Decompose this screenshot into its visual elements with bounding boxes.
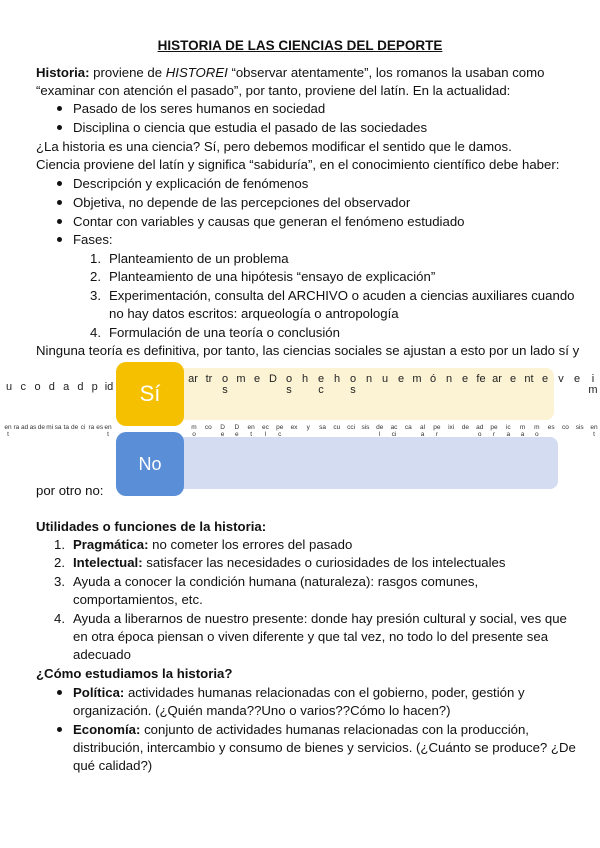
diagram-fragment: os: [221, 373, 229, 396]
diagram-fragment: ra: [88, 424, 95, 431]
diagram-fragment: ta: [63, 424, 70, 431]
diagram-fragment: p: [91, 381, 98, 393]
utilidad-number: 1.: [54, 537, 65, 552]
diagram-fragment: del: [376, 424, 384, 438]
fase-text: Formulación de una teoría o conclusión: [109, 325, 340, 340]
diagram-fragment: ixi: [448, 424, 455, 431]
diagram-fragment: e: [461, 373, 469, 385]
economia-line-3: qué calidad?): [73, 758, 153, 773]
utilidad-text: no cometer los errores del pasado: [148, 537, 353, 552]
utilidad-number: 2.: [54, 555, 65, 570]
utilidad-1: [73, 536, 352, 553]
diagram-fragment: mo: [191, 424, 197, 438]
bullet-dot: [57, 727, 62, 732]
politica-line-2: organización. (¿Quién manda??Uno o varios??Cómo lo hacen?): [73, 703, 451, 718]
utilidad-3-cont: comportamientos, etc.: [73, 592, 203, 607]
diagram-fragment: ecl: [261, 424, 269, 438]
diagram-fragment: os: [349, 373, 357, 396]
diagram-fragment: per: [490, 424, 498, 438]
utilidad-number: 4.: [54, 611, 65, 626]
diagram-fragment: sis: [361, 424, 370, 431]
diagram-fragment: e: [541, 373, 549, 385]
ciencia-bullet-1: Descripción y explicación de fenómenos: [73, 176, 309, 191]
ciencia-bullet-2: Objetiva, no depende de las percepciones del observador: [73, 195, 411, 210]
intro-term: Historia:: [36, 65, 90, 80]
fase-number: 3.: [90, 288, 101, 303]
diagram-fragment: per: [433, 424, 441, 438]
fase-text: Planteamiento de un problema: [109, 251, 289, 266]
diagram-fragment: es: [547, 424, 555, 431]
diagram-fragment: ado: [476, 424, 484, 438]
utilidad-number: 3.: [54, 574, 65, 589]
economia-term: Economía:: [73, 722, 141, 737]
diagram-fragment: os: [285, 373, 293, 396]
diagram-fragment: n: [445, 373, 453, 385]
diagram-fragment: co: [561, 424, 569, 431]
diagram-fragment: ent: [4, 424, 12, 438]
diagram-fragment: d: [48, 381, 55, 393]
utilidad-term: Intelectual:: [73, 555, 143, 570]
actual-bullet-2: Disciplina o ciencia que estudia el pasado de las sociedades: [73, 120, 428, 135]
no-bar: [170, 437, 558, 489]
diagram-fragment: cu: [333, 424, 341, 431]
diagram-fragment: de: [37, 424, 45, 431]
diagram-fragment: pec: [276, 424, 284, 438]
fase-number: 4.: [90, 325, 101, 340]
fase-text: Planteamiento de una hipótesis “ensayo de explicación”: [109, 269, 436, 284]
diagram-fragment: sa: [54, 424, 62, 431]
por-otro-line: por otro no:: [36, 483, 104, 498]
diagram-fragment: sa: [319, 424, 326, 431]
diagram-fragment: d: [77, 381, 84, 393]
diagram-fragment: ca: [404, 424, 412, 431]
bullet-dot: [57, 219, 62, 224]
diagram-fragment: h: [301, 373, 309, 385]
diagram-fragment: ra: [13, 424, 20, 431]
politica-text: actividades humanas relacionadas con el gobierno, poder, gestión y: [124, 685, 525, 700]
diagram-fragment: De: [234, 424, 240, 438]
intro-line-2: “examinar con atención el pasado”, por tanto, proviene del latín. En la actualidad:: [36, 83, 511, 98]
diagram-fragment: ec: [317, 373, 325, 396]
fase-number: 1.: [90, 251, 101, 266]
diagram-fragment: ica: [505, 424, 511, 438]
fase-number: 2.: [90, 269, 101, 284]
utilidad-text: satisfacer las necesidades o curiosidades de los intelectuales: [142, 555, 506, 570]
bullet-dot: [57, 200, 62, 205]
fase-text: Experimentación, consulta del ARCHIVO o acuden a ciencias auxiliares cuando: [109, 288, 575, 303]
diagram-fragment: m: [236, 373, 246, 385]
diagram-fragment: ar: [492, 373, 502, 385]
diagram-fragment: as: [29, 424, 37, 431]
diagram-fragment: u: [5, 381, 13, 393]
no-box: No: [116, 432, 184, 496]
utilidad-2: [73, 554, 506, 571]
diagram-fragment: e: [509, 373, 517, 385]
como-heading: ¿Cómo estudiamos la historia?: [36, 666, 233, 681]
intro-line-1: [36, 64, 544, 81]
economia-text: conjunto de actividades humanas relacionadas con la producción,: [140, 722, 529, 737]
diagram-fragment: v: [558, 373, 564, 385]
diagram-fragment: e: [253, 373, 261, 385]
diagram-fragment: m: [412, 373, 422, 385]
utilidad-4-cont: en otra época piensan o viven diferente y que tal vez, no todo lo del presente sea: [73, 629, 549, 644]
economia-line-2: distribución, intercambio y consumo de bienes y servicios. (¿Cuánto se produce? ¿De: [73, 740, 576, 755]
diagram-fragment: a: [63, 381, 70, 393]
politica-line-1: [73, 684, 525, 701]
diagram-fragment: u: [381, 373, 389, 385]
diagram-fragment: tr: [205, 373, 213, 385]
diagram-fragment: c: [20, 381, 27, 393]
bullet-dot: [57, 125, 62, 130]
diagram-fragment: e: [573, 373, 581, 385]
diagram-fragment: acci: [390, 424, 398, 438]
bullet-dot: [57, 237, 62, 242]
diagram-fragment: ent: [104, 424, 112, 438]
diagram-fragment: ex: [290, 424, 298, 431]
diagram-fragment: ar: [188, 373, 198, 385]
diagram-fragment: sis: [575, 424, 584, 431]
bullet-dot: [57, 181, 62, 186]
utilidades-heading: Utilidades o funciones de la historia:: [36, 519, 267, 534]
utilidad-3: Ayuda a conocer la condición humana (naturaleza): rasgos comunes,: [73, 574, 479, 589]
diagram-fragment: mi: [46, 424, 54, 431]
diagram-fragment: ci: [80, 424, 86, 431]
question-1: ¿La historia es una ciencia? Sí, pero debemos modificar el sentido que le damos.: [36, 139, 512, 154]
diagram-fragment: ala: [420, 424, 426, 438]
diagram-fragment: es: [96, 424, 104, 431]
utilidad-4-cont: adecuado: [73, 647, 131, 662]
bullet-dot: [57, 690, 62, 695]
ciencia-bullet-3: Contar con variables y causas que generan el fenómeno estudiado: [73, 214, 465, 229]
diagram-fragment: ma: [519, 424, 526, 438]
diagram-fragment: im: [588, 373, 598, 396]
diagram-fragment: co: [204, 424, 212, 431]
economia-line-1: [73, 721, 529, 738]
politica-term: Política:: [73, 685, 125, 700]
diagram-fragment: fe: [476, 373, 486, 385]
utilidad-4: Ayuda a liberarnos de nuestro presente: donde hay presión cultural y social, ves que: [73, 611, 567, 626]
diagram-fragment: o: [34, 381, 41, 393]
diagram-fragment: D: [269, 373, 277, 385]
document-title: HISTORIA DE LAS CIENCIAS DEL DEPORTE: [157, 38, 443, 53]
intro-part2: “observar atentamente”, los romanos la usaban como: [227, 65, 545, 80]
actual-bullet-1: Pasado de los seres humanos en sociedad: [73, 101, 326, 116]
diagram-fragment: e: [397, 373, 405, 385]
ninguna-line: Ninguna teoría es definitiva, por tanto, las ciencias sociales se ajustan a esto por un lado sí y: [36, 343, 580, 358]
diagram-fragment: de: [71, 424, 79, 431]
intro-word: HISTOREI: [165, 65, 228, 80]
diagram-fragment: ent: [247, 424, 255, 438]
ciencia-line: Ciencia proviene del latín y significa “sabiduría”, en el conocimiento científico debe haber:: [36, 157, 560, 172]
diagram-fragment: y: [306, 424, 310, 431]
diagram-fragment: ó: [429, 373, 437, 385]
diagram-fragment: ad: [21, 424, 29, 431]
si-box: Sí: [116, 362, 184, 426]
diagram-fragment: de: [461, 424, 470, 431]
diagram-fragment: cci: [347, 424, 356, 431]
utilidad-term: Pragmática:: [73, 537, 149, 552]
diagram-fragment: h: [333, 373, 341, 385]
diagram-fragment: ent: [590, 424, 598, 438]
intro-part1: proviene de: [89, 65, 166, 80]
fase-text: no hay datos escritos: arqueología o antropología: [109, 306, 399, 321]
diagram-fragment: nt: [524, 373, 534, 385]
bullet-dot: [57, 106, 62, 111]
ciencia-bullet-4: Fases:: [73, 232, 113, 247]
diagram-fragment: mo: [534, 424, 540, 438]
diagram-fragment: n: [365, 373, 373, 385]
diagram-fragment: id: [104, 381, 114, 393]
diagram-fragment: De: [220, 424, 225, 438]
